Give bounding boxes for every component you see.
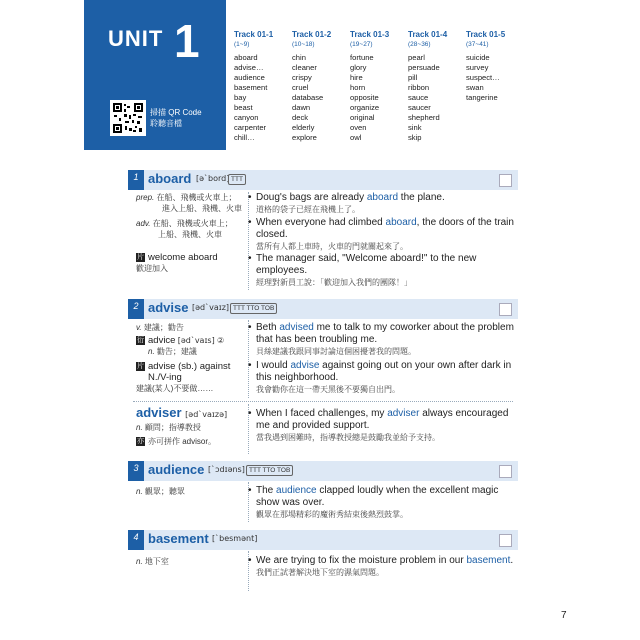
phrase-badge: 片 (137, 254, 144, 262)
checkbox[interactable] (499, 303, 512, 316)
entry-number: 2 (128, 299, 144, 319)
entry-number: 3 (128, 461, 144, 481)
track-word: beast (234, 103, 253, 112)
unit-number: 1 (174, 15, 200, 67)
definition-block (136, 322, 184, 333)
phonetic: [ədˋvaɪz] (192, 303, 230, 312)
track-column (350, 30, 406, 143)
derivative-badge: 衍 (137, 337, 144, 345)
track-tag: TTT (228, 174, 246, 185)
qr-line-1: 掃描 QR Code (150, 108, 202, 117)
unit-label: UNIT (108, 26, 164, 51)
example-sentence: • Doug's bags are already aboard the plane. 道格的袋子已經在飛機上了。 (256, 192, 514, 215)
part-of-speech: n. (136, 423, 143, 432)
headword-text: adviser (136, 405, 182, 420)
alternate-badge: 亦 (137, 438, 144, 446)
track-word: advise… (234, 63, 264, 72)
sentence-text: clapped loudly when the excellent magic show was over. (256, 485, 499, 508)
phrase-block (136, 252, 218, 274)
sentence-text: Beth (256, 322, 280, 333)
track-word: opposite (350, 93, 379, 102)
checkbox[interactable] (499, 465, 512, 478)
definition: 觀眾；聽眾 (144, 487, 185, 496)
sentence-text: When I faced challenges, my (256, 408, 388, 419)
definition: 勸告；建議 (156, 347, 197, 356)
track-word: explore (292, 133, 317, 142)
part-of-speech: n. (136, 487, 143, 496)
phonetic: [ˋɔdɪəns] (208, 465, 245, 474)
track-word: bay (234, 93, 247, 102)
track-word: shepherd (408, 113, 440, 122)
phrase-translation: 建議(某人)不要做…… (136, 384, 214, 393)
sentence-text: When everyone had climbed (256, 217, 386, 228)
phrase: advise (sb.) against (148, 361, 231, 372)
track-word: horn (350, 83, 366, 92)
track-word: basement (234, 83, 268, 92)
unit-banner (84, 0, 226, 150)
sentence-text: The (256, 485, 277, 496)
definition: 進入上船、飛機、火車 (162, 204, 242, 213)
track-word: dawn (292, 103, 311, 112)
divider (248, 192, 249, 290)
definition: 在船、飛機或火車上； (156, 193, 237, 202)
highlight-word: advise (290, 360, 320, 371)
phrase-translation: 歡迎加入 (136, 264, 168, 273)
entry-number: 4 (128, 530, 144, 550)
sentence-text: Doug's bags are already (256, 192, 367, 203)
track-title[interactable]: Track 01-1 (234, 30, 274, 39)
phonetic: [ˋbesmənt] (212, 534, 258, 543)
definition-block (136, 192, 242, 214)
headword (136, 405, 227, 420)
example-sentence: • When I faced challenges, my adviser always encouraged me and provided support. 當我遇到困難時，指導教授總是鼓勵我並給予支持。 (256, 408, 514, 443)
track-word: organize (350, 103, 380, 112)
level-mark: ② (216, 336, 225, 345)
sentence-text: against going out on your own after dark in this neighborhood. (256, 360, 512, 383)
sentence-text: . (510, 555, 514, 566)
track-word: fortune (350, 53, 374, 62)
track-word: aboard (234, 53, 258, 62)
headword: audience (148, 462, 205, 477)
track-word: ribbon (408, 83, 430, 92)
track-word: audience (234, 73, 265, 82)
phonetic: [əˋbord] (196, 174, 230, 183)
phonetic: [ədˋvaɪzə] (185, 410, 228, 419)
phrase-badge: 片 (137, 363, 144, 371)
track-word: glory (350, 63, 367, 72)
phrase-block (136, 361, 230, 394)
track-word: database (292, 93, 324, 102)
sentence-text: , the doors of the train closed. (256, 217, 514, 240)
sentence-text: always encouraged me and provided support. (256, 408, 509, 431)
track-title[interactable]: Track 01-5 (466, 30, 506, 39)
part-of-speech: n. (148, 347, 155, 356)
entry-header-basement (128, 530, 518, 550)
sentence-translation: 我們正試著解決地下室的濕氣問題。 (256, 568, 384, 577)
divider (133, 401, 513, 402)
checkbox[interactable] (499, 174, 512, 187)
definition-block (136, 422, 216, 447)
sentence-translation: 我會勸你在這一帶天黑後不要獨自出門。 (256, 385, 400, 394)
definition: 在船、飛機或火車上； (152, 219, 233, 228)
page-number: 7 (561, 610, 567, 621)
track-word: oven (350, 123, 367, 132)
headword: basement (148, 531, 209, 546)
checkbox[interactable] (499, 534, 512, 547)
track-word: original (350, 113, 375, 122)
entry-number: 1 (128, 170, 144, 190)
entry-header-advise (128, 299, 518, 319)
entry-header-audience (128, 461, 518, 481)
track-word: tangerine (466, 93, 498, 102)
track-word: skip (408, 133, 422, 142)
headword: advise (148, 300, 189, 315)
track-word: saucer (408, 103, 431, 112)
part-of-speech: n. (136, 557, 143, 566)
track-word: chin (292, 53, 306, 62)
definition: 顧問；指導教授 (144, 423, 201, 432)
track-column (466, 30, 522, 103)
track-word: canyon (234, 113, 259, 122)
track-word: persuade (408, 63, 440, 72)
highlight-word: adviser (387, 408, 420, 419)
track-tag: TTT TTO TOB (246, 465, 293, 476)
definition: 建議；勸告 (143, 323, 184, 332)
track-word: hire (350, 73, 363, 82)
entry-header-aboard (128, 170, 518, 190)
track-word: swan (466, 83, 484, 92)
definition: 地下室 (144, 557, 169, 566)
part-of-speech: v. (136, 323, 142, 332)
definition-block (136, 556, 169, 567)
track-word: survey (466, 63, 489, 72)
part-of-speech: prep. (136, 193, 155, 202)
derivative-word: advice (148, 335, 176, 346)
sentence-translation: 道格的袋子已經在飛機上了。 (256, 205, 360, 214)
example-sentence: • The audience clapped loudly when the excellent magic show was over. 觀眾在那場精彩的魔術秀結束後熱烈鼓掌。 (256, 485, 514, 520)
highlight-word: basement (466, 555, 511, 566)
track-word: elderly (292, 123, 315, 132)
example-sentence: • When everyone had climbed aboard, the doors of the train closed. 當所有人都上車時，火車的門就關起來了。 (248, 217, 514, 251)
sentence-translation: 當所有人都上車時，火車的門就關起來了。 (256, 242, 408, 251)
phrase: welcome aboard (148, 252, 218, 263)
track-range: (19~27) (350, 41, 373, 48)
track-word: cruel (292, 83, 309, 92)
definition-block (136, 218, 233, 240)
highlight-word: aboard (385, 217, 417, 228)
derivative-block (136, 335, 224, 357)
track-title[interactable]: Track 01-3 (350, 30, 390, 39)
headword: aboard (148, 171, 192, 186)
track-word: suspect… (466, 73, 500, 82)
track-word: pearl (408, 53, 425, 62)
track-word: crispy (292, 73, 312, 82)
sentence-text: me to talk to my coworker about the problem that has been troubling me. (256, 322, 514, 345)
track-word: deck (292, 113, 309, 122)
phonetic: [ədˋvaɪs] (177, 336, 215, 345)
track-word: sink (408, 123, 422, 132)
track-word: pill (408, 73, 418, 82)
qr-code-icon[interactable] (110, 100, 146, 136)
definition: 上船、飛機、火車 (158, 230, 222, 239)
highlight-word: advised (279, 322, 314, 333)
track-range: (37~41) (466, 41, 489, 48)
phrase: N./V-ing (148, 372, 182, 383)
qr-line-2: 聆聽音檔 (150, 119, 182, 128)
sentence-text: I would (256, 360, 291, 371)
track-column (292, 30, 348, 143)
track-title[interactable]: Track 01-4 (408, 30, 448, 39)
example-sentence: • The manager said, "Welcome aboard!" to the new employees. 經理對新員工說：「歡迎加入我們的團隊！」 (256, 253, 514, 288)
qr-instruction (150, 107, 202, 129)
example-sentence: • I would advise against going out on your own after dark in this neighborhood. 我會勸你在這一帶天黑後不要獨自出門。 (256, 360, 514, 395)
example-sentence: • Beth advised me to talk to my coworker about the problem that has been troubling me. 貝絲建議我跟同事討論這個困擾著我的問題。 (248, 322, 514, 356)
track-column (408, 30, 464, 143)
sentence-translation: 觀眾在那場精彩的魔術秀結束後熱烈鼓掌。 (256, 510, 408, 519)
definition-block (136, 486, 185, 497)
track-range: (1~9) (234, 41, 250, 48)
sentence-translation: 當我遇到困難時，指導教授總是鼓勵我並給予支持。 (256, 433, 440, 442)
track-word: chill… (234, 133, 255, 142)
track-range: (10~18) (292, 41, 315, 48)
track-word: suicide (466, 53, 490, 62)
track-column (234, 30, 290, 143)
track-title[interactable]: Track 01-2 (292, 30, 332, 39)
example-sentence: • We are trying to fix the moisture problem in our basement. 我們正試著解決地下室的濕氣問題。 (248, 555, 514, 577)
track-word: owl (350, 133, 362, 142)
sentence-translation: 貝絲建議我跟同事討論這個困擾著我的問題。 (256, 347, 416, 356)
track-word: sauce (408, 93, 429, 102)
highlight-word: aboard (366, 192, 399, 203)
highlight-word: audience (276, 485, 317, 496)
sentence-text: We are trying to fix the moisture problem in our (256, 555, 467, 566)
track-tag: TTT TTO TOB (230, 303, 277, 314)
alternate-spelling: 亦可拼作 advisor。 (148, 437, 217, 446)
sentence-text: the plane. (398, 192, 445, 203)
part-of-speech: adv. (136, 219, 151, 228)
sentence-translation: 經理對新員工說：「歡迎加入我們的團隊！」 (256, 278, 412, 287)
track-word: cleaner (292, 63, 317, 72)
track-word: carpenter (234, 123, 267, 132)
track-range: (28~36) (408, 41, 431, 48)
sentence-text: The manager said, "Welcome aboard!" to the new employees. (256, 253, 477, 276)
